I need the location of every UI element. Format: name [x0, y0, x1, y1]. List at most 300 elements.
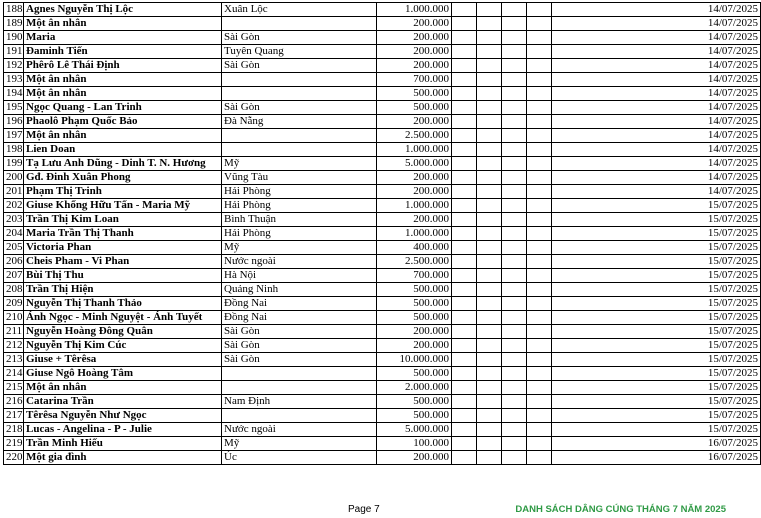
empty-cell — [452, 213, 477, 227]
donor-name: Nguyễn Thị Thanh Thảo — [24, 297, 222, 311]
empty-cell — [502, 409, 527, 423]
donation-date: 15/07/2025 — [552, 423, 761, 437]
table-row — [4, 381, 761, 395]
row-number: 218 — [4, 423, 24, 437]
donation-date: 15/07/2025 — [552, 241, 761, 255]
empty-cell — [452, 353, 477, 367]
empty-cell — [477, 381, 502, 395]
donation-date: 14/07/2025 — [552, 59, 761, 73]
empty-cell — [452, 129, 477, 143]
donation-date: 14/07/2025 — [552, 31, 761, 45]
donation-date: 14/07/2025 — [552, 87, 761, 101]
empty-cell — [452, 31, 477, 45]
donation-amount: 200.000 — [377, 325, 452, 339]
donation-date: 15/07/2025 — [552, 199, 761, 213]
donor-location: Đồng Nai — [222, 311, 377, 325]
empty-cell — [452, 297, 477, 311]
empty-cell — [452, 339, 477, 353]
donation-amount: 700.000 — [377, 73, 452, 87]
empty-cell — [527, 297, 552, 311]
empty-cell — [527, 199, 552, 213]
empty-cell — [477, 73, 502, 87]
donation-date: 15/07/2025 — [552, 311, 761, 325]
donor-location: Xuân Lộc — [222, 3, 377, 17]
row-number: 209 — [4, 297, 24, 311]
donor-name: Giuse Khổng Hữu Tấn - Maria Mỹ — [24, 199, 222, 213]
empty-cell — [502, 255, 527, 269]
donor-location — [222, 73, 377, 87]
row-number: 216 — [4, 395, 24, 409]
donation-date: 15/07/2025 — [552, 339, 761, 353]
empty-cell — [502, 31, 527, 45]
donor-name: Agnes Nguyễn Thị Lộc — [24, 3, 222, 17]
empty-cell — [452, 171, 477, 185]
empty-cell — [452, 157, 477, 171]
donor-table-body — [4, 3, 761, 465]
empty-cell — [477, 437, 502, 451]
donor-name: Maria Trần Thị Thanh — [24, 227, 222, 241]
empty-cell — [502, 367, 527, 381]
empty-cell — [527, 171, 552, 185]
donor-location: Mỹ — [222, 437, 377, 451]
empty-cell — [502, 339, 527, 353]
empty-cell — [477, 353, 502, 367]
empty-cell — [477, 283, 502, 297]
empty-cell — [502, 101, 527, 115]
table-row — [4, 213, 761, 227]
donation-date: 15/07/2025 — [552, 367, 761, 381]
donor-location: Hải Phòng — [222, 185, 377, 199]
table-row — [4, 73, 761, 87]
empty-cell — [527, 353, 552, 367]
table-row — [4, 311, 761, 325]
donation-amount: 100.000 — [377, 437, 452, 451]
donor-location — [222, 129, 377, 143]
donor-location: Sài Gòn — [222, 325, 377, 339]
empty-cell — [477, 395, 502, 409]
donation-amount: 1.000.000 — [377, 199, 452, 213]
empty-cell — [527, 143, 552, 157]
donor-location — [222, 381, 377, 395]
empty-cell — [452, 3, 477, 17]
donation-date: 14/07/2025 — [552, 73, 761, 87]
empty-cell — [452, 283, 477, 297]
table-row — [4, 199, 761, 213]
donor-name: Catarina Trần — [24, 395, 222, 409]
empty-cell — [452, 17, 477, 31]
table-row — [4, 283, 761, 297]
table-row — [4, 395, 761, 409]
empty-cell — [527, 241, 552, 255]
empty-cell — [502, 395, 527, 409]
donor-location: Hải Phòng — [222, 199, 377, 213]
row-number: 206 — [4, 255, 24, 269]
donation-date: 15/07/2025 — [552, 395, 761, 409]
donor-name: Ánh Ngọc - Minh Nguyệt - Ánh Tuyết — [24, 311, 222, 325]
donor-location: Nước ngoài — [222, 423, 377, 437]
donor-name: Nguyễn Hoàng Đông Quân — [24, 325, 222, 339]
donation-date: 15/07/2025 — [552, 325, 761, 339]
empty-cell — [452, 325, 477, 339]
empty-cell — [527, 255, 552, 269]
donor-name: Trần Thị Hiện — [24, 283, 222, 297]
empty-cell — [477, 423, 502, 437]
donation-amount: 2.500.000 — [377, 255, 452, 269]
table-row — [4, 241, 761, 255]
donor-location: Mỹ — [222, 241, 377, 255]
donation-date: 15/07/2025 — [552, 255, 761, 269]
donor-name: Gđ. Đinh Xuân Phong — [24, 171, 222, 185]
donor-table — [3, 2, 761, 465]
donation-amount: 5.000.000 — [377, 423, 452, 437]
donation-amount: 200.000 — [377, 59, 452, 73]
empty-cell — [477, 311, 502, 325]
empty-cell — [502, 157, 527, 171]
empty-cell — [527, 367, 552, 381]
empty-cell — [452, 269, 477, 283]
row-number: 194 — [4, 87, 24, 101]
row-number: 192 — [4, 59, 24, 73]
donor-name: Giuse + Têrêsa — [24, 353, 222, 367]
donation-amount: 200.000 — [377, 213, 452, 227]
empty-cell — [477, 185, 502, 199]
table-row — [4, 129, 761, 143]
empty-cell — [452, 381, 477, 395]
table-row — [4, 269, 761, 283]
row-number: 212 — [4, 339, 24, 353]
donor-location: Sài Gòn — [222, 101, 377, 115]
donor-location: Hải Phòng — [222, 227, 377, 241]
donation-date: 15/07/2025 — [552, 409, 761, 423]
empty-cell — [502, 297, 527, 311]
empty-cell — [502, 115, 527, 129]
empty-cell — [477, 87, 502, 101]
row-number: 201 — [4, 185, 24, 199]
empty-cell — [527, 311, 552, 325]
table-row — [4, 409, 761, 423]
row-number: 195 — [4, 101, 24, 115]
empty-cell — [527, 115, 552, 129]
donor-name: Lucas - Angelina - P - Julie — [24, 423, 222, 437]
table-row — [4, 227, 761, 241]
donation-date: 14/07/2025 — [552, 171, 761, 185]
empty-cell — [477, 297, 502, 311]
donation-amount: 500.000 — [377, 367, 452, 381]
empty-cell — [502, 283, 527, 297]
donation-date: 15/07/2025 — [552, 227, 761, 241]
donation-date: 14/07/2025 — [552, 101, 761, 115]
empty-cell — [477, 213, 502, 227]
row-number: 199 — [4, 157, 24, 171]
table-row — [4, 101, 761, 115]
donor-name: Một gia đình — [24, 451, 222, 465]
donor-location — [222, 409, 377, 423]
donation-date: 14/07/2025 — [552, 185, 761, 199]
table-row — [4, 325, 761, 339]
document-title: DANH SÁCH DÂNG CÚNG THÁNG 7 NĂM 2025 — [515, 504, 726, 515]
empty-cell — [452, 73, 477, 87]
donor-location: Hà Nội — [222, 269, 377, 283]
table-row — [4, 45, 761, 59]
empty-cell — [527, 451, 552, 465]
donor-name: Một ân nhân — [24, 129, 222, 143]
table-row — [4, 423, 761, 437]
empty-cell — [527, 381, 552, 395]
empty-cell — [452, 143, 477, 157]
empty-cell — [502, 241, 527, 255]
donor-name: Đaminh Tiến — [24, 45, 222, 59]
empty-cell — [527, 423, 552, 437]
empty-cell — [502, 381, 527, 395]
row-number: 213 — [4, 353, 24, 367]
row-number: 207 — [4, 269, 24, 283]
donation-amount: 500.000 — [377, 311, 452, 325]
donation-date: 16/07/2025 — [552, 437, 761, 451]
donation-amount: 200.000 — [377, 171, 452, 185]
donor-location: Vũng Tàu — [222, 171, 377, 185]
empty-cell — [527, 409, 552, 423]
donor-location: Nam Định — [222, 395, 377, 409]
empty-cell — [477, 129, 502, 143]
table-row — [4, 437, 761, 451]
row-number: 191 — [4, 45, 24, 59]
row-number: 189 — [4, 17, 24, 31]
donor-name: Trần Thị Kim Loan — [24, 213, 222, 227]
donation-amount: 200.000 — [377, 17, 452, 31]
donor-name: Một ân nhân — [24, 381, 222, 395]
table-row — [4, 157, 761, 171]
donation-date: 14/07/2025 — [552, 143, 761, 157]
empty-cell — [477, 157, 502, 171]
donation-amount: 500.000 — [377, 297, 452, 311]
empty-cell — [477, 409, 502, 423]
donation-amount: 1.000.000 — [377, 143, 452, 157]
donation-date: 14/07/2025 — [552, 157, 761, 171]
donation-amount: 400.000 — [377, 241, 452, 255]
table-row — [4, 115, 761, 129]
empty-cell — [477, 171, 502, 185]
donation-amount: 500.000 — [377, 283, 452, 297]
empty-cell — [502, 3, 527, 17]
page-footer — [0, 502, 740, 518]
empty-cell — [502, 451, 527, 465]
empty-cell — [452, 59, 477, 73]
empty-cell — [527, 185, 552, 199]
donor-location: Úc — [222, 451, 377, 465]
donation-amount: 2.000.000 — [377, 381, 452, 395]
empty-cell — [502, 87, 527, 101]
donor-name: Phaolô Phạm Quốc Bảo — [24, 115, 222, 129]
table-row — [4, 143, 761, 157]
empty-cell — [527, 17, 552, 31]
donation-date: 15/07/2025 — [552, 283, 761, 297]
table-row — [4, 185, 761, 199]
empty-cell — [477, 339, 502, 353]
empty-cell — [502, 325, 527, 339]
donation-amount: 200.000 — [377, 339, 452, 353]
table-row — [4, 255, 761, 269]
row-number: 202 — [4, 199, 24, 213]
empty-cell — [502, 353, 527, 367]
donor-name: Phêrô Lê Thái Định — [24, 59, 222, 73]
donation-amount: 2.500.000 — [377, 129, 452, 143]
row-number: 193 — [4, 73, 24, 87]
donor-location: Mỹ — [222, 157, 377, 171]
empty-cell — [452, 409, 477, 423]
donation-amount: 200.000 — [377, 451, 452, 465]
donor-name: Tạ Lưu Anh Dũng - Dinh T. N. Hương — [24, 157, 222, 171]
donor-name: Têrêsa Nguyễn Như Ngọc — [24, 409, 222, 423]
empty-cell — [452, 101, 477, 115]
empty-cell — [502, 143, 527, 157]
empty-cell — [502, 227, 527, 241]
empty-cell — [527, 31, 552, 45]
donor-location: Tuyên Quang — [222, 45, 377, 59]
donation-date: 14/07/2025 — [552, 3, 761, 17]
empty-cell — [452, 115, 477, 129]
donor-name: Trần Minh Hiếu — [24, 437, 222, 451]
empty-cell — [477, 241, 502, 255]
donation-date: 16/07/2025 — [552, 451, 761, 465]
empty-cell — [502, 423, 527, 437]
donation-date: 15/07/2025 — [552, 269, 761, 283]
row-number: 210 — [4, 311, 24, 325]
donor-name: Cheis Pham - Vi Phan — [24, 255, 222, 269]
row-number: 220 — [4, 451, 24, 465]
table-row — [4, 17, 761, 31]
row-number: 214 — [4, 367, 24, 381]
empty-cell — [502, 437, 527, 451]
donation-date: 14/07/2025 — [552, 45, 761, 59]
table-row — [4, 451, 761, 465]
donor-location — [222, 87, 377, 101]
donor-location: Quảng Ninh — [222, 283, 377, 297]
empty-cell — [502, 73, 527, 87]
donation-date: 14/07/2025 — [552, 129, 761, 143]
empty-cell — [477, 115, 502, 129]
page-number: Page 7 — [348, 504, 380, 515]
row-number: 205 — [4, 241, 24, 255]
empty-cell — [527, 129, 552, 143]
empty-cell — [477, 143, 502, 157]
empty-cell — [502, 213, 527, 227]
donation-amount: 10.000.000 — [377, 353, 452, 367]
row-number: 215 — [4, 381, 24, 395]
row-number: 219 — [4, 437, 24, 451]
empty-cell — [527, 227, 552, 241]
empty-cell — [502, 171, 527, 185]
donation-amount: 200.000 — [377, 31, 452, 45]
empty-cell — [477, 31, 502, 45]
donation-date: 15/07/2025 — [552, 381, 761, 395]
empty-cell — [502, 199, 527, 213]
row-number: 211 — [4, 325, 24, 339]
empty-cell — [452, 367, 477, 381]
empty-cell — [527, 3, 552, 17]
donor-name: Victoria Phan — [24, 241, 222, 255]
empty-cell — [527, 59, 552, 73]
empty-cell — [452, 255, 477, 269]
empty-cell — [452, 311, 477, 325]
donor-location: Đà Nẵng — [222, 115, 377, 129]
table-row — [4, 171, 761, 185]
empty-cell — [502, 311, 527, 325]
donation-amount: 700.000 — [377, 269, 452, 283]
table-row — [4, 367, 761, 381]
donor-location: Bình Thuận — [222, 213, 377, 227]
row-number: 203 — [4, 213, 24, 227]
empty-cell — [477, 199, 502, 213]
donation-date: 15/07/2025 — [552, 353, 761, 367]
empty-cell — [527, 395, 552, 409]
empty-cell — [477, 451, 502, 465]
row-number: 200 — [4, 171, 24, 185]
donor-location — [222, 143, 377, 157]
empty-cell — [502, 59, 527, 73]
donor-location: Sài Gòn — [222, 59, 377, 73]
empty-cell — [502, 185, 527, 199]
empty-cell — [477, 101, 502, 115]
row-number: 208 — [4, 283, 24, 297]
empty-cell — [527, 213, 552, 227]
empty-cell — [502, 269, 527, 283]
empty-cell — [527, 325, 552, 339]
donation-date: 14/07/2025 — [552, 17, 761, 31]
donation-amount: 200.000 — [377, 185, 452, 199]
empty-cell — [452, 185, 477, 199]
row-number: 204 — [4, 227, 24, 241]
row-number: 196 — [4, 115, 24, 129]
empty-cell — [452, 395, 477, 409]
empty-cell — [527, 101, 552, 115]
empty-cell — [452, 227, 477, 241]
empty-cell — [527, 437, 552, 451]
donation-amount: 1.000.000 — [377, 3, 452, 17]
empty-cell — [477, 3, 502, 17]
table-row — [4, 353, 761, 367]
empty-cell — [502, 17, 527, 31]
empty-cell — [527, 45, 552, 59]
empty-cell — [452, 199, 477, 213]
donor-table-container — [3, 2, 761, 465]
donation-amount: 200.000 — [377, 115, 452, 129]
donor-name: Ngọc Quang - Lan Trinh — [24, 101, 222, 115]
empty-cell — [452, 451, 477, 465]
donor-location: Sài Gòn — [222, 339, 377, 353]
empty-cell — [477, 269, 502, 283]
table-row — [4, 59, 761, 73]
donor-name: Một ân nhân — [24, 87, 222, 101]
empty-cell — [527, 87, 552, 101]
donation-amount: 1.000.000 — [377, 227, 452, 241]
table-row — [4, 297, 761, 311]
table-row — [4, 31, 761, 45]
donor-location: Sài Gòn — [222, 353, 377, 367]
donor-name: Một ân nhân — [24, 73, 222, 87]
table-row — [4, 339, 761, 353]
empty-cell — [477, 367, 502, 381]
donor-name: Bùi Thị Thu — [24, 269, 222, 283]
empty-cell — [527, 269, 552, 283]
donor-location: Nước ngoài — [222, 255, 377, 269]
empty-cell — [477, 45, 502, 59]
donation-date: 15/07/2025 — [552, 213, 761, 227]
row-number: 217 — [4, 409, 24, 423]
empty-cell — [527, 73, 552, 87]
empty-cell — [477, 17, 502, 31]
donor-location: Sài Gòn — [222, 31, 377, 45]
donor-name: Một ân nhân — [24, 17, 222, 31]
